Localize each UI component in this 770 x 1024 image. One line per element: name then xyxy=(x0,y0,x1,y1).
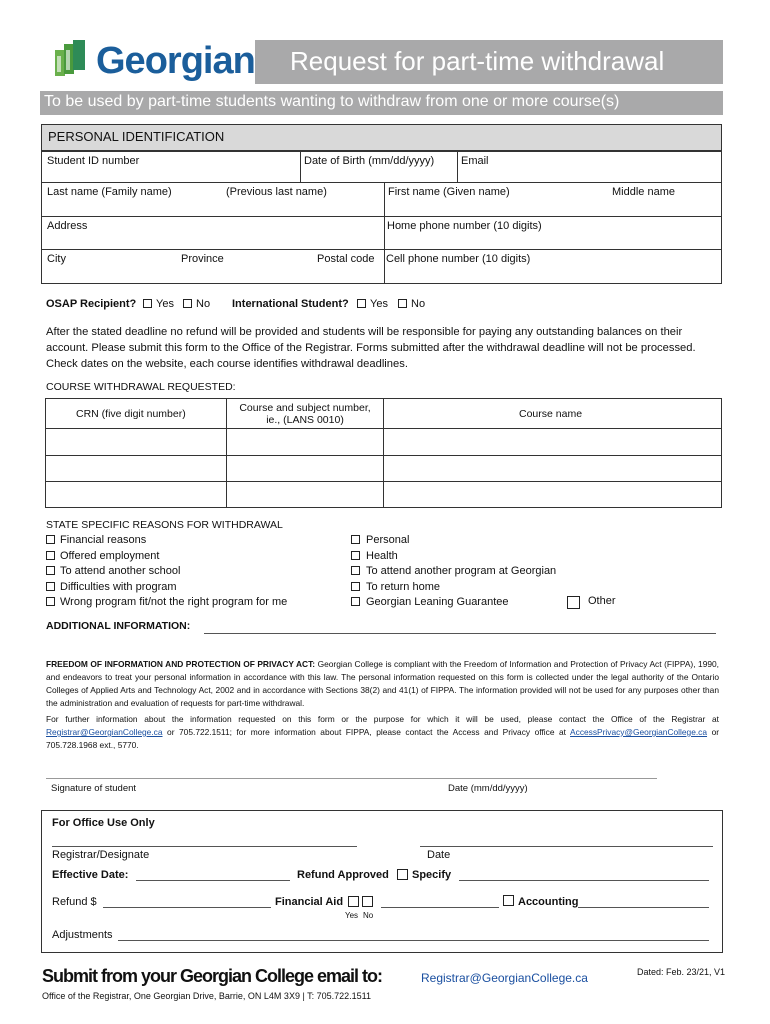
logo-text: Georgian xyxy=(96,40,255,82)
student-id-field[interactable]: Student ID number xyxy=(47,155,140,167)
reason-employment-label: Offered employment xyxy=(60,550,160,562)
city-field[interactable]: City xyxy=(47,253,66,265)
dob-field[interactable]: Date of Birth (mm/dd/yyyy) xyxy=(304,155,435,167)
osap-label: OSAP Recipient? xyxy=(46,298,137,310)
form-version: Dated: Feb. 23/21, V1 xyxy=(637,967,726,977)
cell-phone-field[interactable]: Cell phone number (10 digits) xyxy=(386,253,531,265)
course-heading: COURSE WITHDRAWAL REQUESTED: xyxy=(46,381,236,393)
specify-input[interactable] xyxy=(459,880,709,881)
first-name-field[interactable]: First name (Given name) xyxy=(388,186,510,198)
crn-input-2[interactable] xyxy=(46,456,225,480)
international-yes-label: Yes xyxy=(370,298,388,310)
registrar-email-link[interactable]: Registrar@GeorgianCollege.ca xyxy=(46,727,163,737)
refund-input[interactable] xyxy=(103,907,271,908)
reason-difficulties-checkbox[interactable] xyxy=(46,582,55,591)
personal-id-heading: PERSONAL IDENTIFICATION xyxy=(48,129,225,144)
reason-other-checkbox[interactable] xyxy=(567,596,580,609)
office-date-line[interactable] xyxy=(420,846,713,847)
reason-another-school-label: To attend another school xyxy=(60,565,181,577)
reason-personal-label: Personal xyxy=(366,534,410,546)
home-phone-field[interactable]: Home phone number (10 digits) xyxy=(387,220,542,232)
reason-other-label: Other xyxy=(588,595,616,607)
privacy-email-link[interactable]: AccessPrivacy@GeorgianCollege.ca xyxy=(570,727,708,737)
privacy-contact-text-3: or 705.728.1968 ext., 5770. xyxy=(46,727,720,750)
osap-yes-checkbox[interactable] xyxy=(143,299,152,308)
middle-name-field[interactable]: Middle name xyxy=(612,186,675,198)
international-yes-checkbox[interactable] xyxy=(357,299,366,308)
deadline-notice: After the stated deadline no refund will be provided and students will be responsible for paying any outstanding balances on their account. Please submit this form to the Office of the Registrar. Forms submitted after the withdrawal deadline will not be processed. Check dates on the website, each course identifies withdrawal deadlines. xyxy=(46,326,696,370)
effective-date-label: Effective Date: xyxy=(52,869,129,881)
reason-wrong-program-checkbox[interactable] xyxy=(46,597,55,606)
international-no-label: No xyxy=(411,298,426,310)
privacy-body: Georgian College is compliant with the Freedom of Information and Protection of Privacy Act (FIPPA), 1990, and endeavors to treat your personal information in accordance with this law. The personal information requested on this form is collected under the legal authority of the Ontario Colleges of Applied Arts and Technology Act, 2002 and in accordance with Sections 38(2) and 41(1) of FIPPA. The information provided will not be used for any purposes other than the administration and evaluation of requests for part-time withdrawal. xyxy=(46,659,720,708)
financial-aid-input[interactable] xyxy=(381,907,499,908)
accounting-checkbox[interactable] xyxy=(503,895,514,906)
footer-email-link[interactable]: Registrar@GeorgianCollege.ca xyxy=(421,971,588,985)
additional-info-label: ADDITIONAL INFORMATION: xyxy=(46,620,191,632)
signature-date-label: Date (mm/dd/yyyy) xyxy=(448,783,528,794)
last-name-field[interactable]: Last name (Family name) xyxy=(47,186,172,198)
reason-employment-checkbox[interactable] xyxy=(46,551,55,560)
reason-return-home-checkbox[interactable] xyxy=(351,582,360,591)
crn-input-1[interactable] xyxy=(46,429,225,454)
privacy-contact xyxy=(46,713,719,752)
address-field[interactable]: Address xyxy=(47,220,88,232)
reason-learning-guarantee-label: Georgian Leaning Guarantee xyxy=(366,596,509,608)
registrar-address: Office of the Registrar, One Georgian Drive, Barrie, ON L4M 3X9 | T: 705.722.1511 xyxy=(42,991,372,1001)
specify-label: Specify xyxy=(412,869,452,881)
privacy-contact-text-1: For further information about the information requested on this form or the purpose for which it will be used, please contact the Office of the Registrar at xyxy=(46,714,719,724)
georgian-logo-icon xyxy=(52,40,94,80)
privacy-contact-text-2: or 705.722.1511; for more information about FIPPA, please contact the Access and Privacy office at xyxy=(167,727,566,737)
reason-return-home-label: To return home xyxy=(366,581,440,593)
office-use-heading: For Office Use Only xyxy=(52,817,155,829)
financial-aid-yes-label: Yes xyxy=(345,911,359,920)
col-course-name: Course name xyxy=(519,408,583,420)
osap-yes-label: Yes xyxy=(156,298,174,310)
adjustments-input[interactable] xyxy=(118,940,709,941)
registrar-line[interactable] xyxy=(52,846,357,847)
reason-another-program-label: To attend another program at Georgian xyxy=(366,565,557,577)
col-subject-line1: Course and subject number, xyxy=(239,402,371,414)
refund-approved-checkbox[interactable] xyxy=(397,869,408,880)
reason-financial-label: Financial reasons xyxy=(60,534,147,546)
crn-input-3[interactable] xyxy=(46,482,225,507)
osap-no-label: No xyxy=(196,298,211,310)
page-subtitle: To be used by part-time students wanting to withdraw from one or more course(s) xyxy=(44,93,620,110)
international-label: International Student? xyxy=(232,298,349,310)
col-crn: CRN (five digit number) xyxy=(76,408,186,420)
effective-date-input[interactable] xyxy=(136,880,290,881)
financial-aid-yes-checkbox[interactable] xyxy=(348,896,359,907)
reason-financial-checkbox[interactable] xyxy=(46,535,55,544)
email-field[interactable]: Email xyxy=(461,155,489,167)
office-date-label: Date xyxy=(427,849,451,861)
registrar-label: Registrar/Designate xyxy=(52,849,150,861)
page-title: Request for part-time withdrawal xyxy=(290,46,665,76)
privacy-heading: FREEDOM OF INFORMATION AND PROTECTION OF PRIVACY ACT: xyxy=(46,659,316,669)
additional-info-input[interactable] xyxy=(204,633,716,634)
refund-label: Refund $ xyxy=(52,896,97,908)
signature-line[interactable] xyxy=(46,778,657,779)
international-no-checkbox[interactable] xyxy=(398,299,407,308)
financial-aid-no-label: No xyxy=(363,911,374,920)
accounting-input[interactable] xyxy=(578,907,709,908)
postal-code-field[interactable]: Postal code xyxy=(317,253,375,265)
financial-aid-label: Financial Aid xyxy=(275,896,344,908)
reason-personal-checkbox[interactable] xyxy=(351,535,360,544)
reason-wrong-program-label: Wrong program fit/not the right program for me xyxy=(60,596,288,608)
submit-instruction: Submit from your Georgian College email to: xyxy=(42,966,383,986)
reason-another-school-checkbox[interactable] xyxy=(46,566,55,575)
col-subject-line2: ie., (LANS 0010) xyxy=(266,414,344,426)
financial-aid-no-checkbox[interactable] xyxy=(362,896,373,907)
reason-health-label: Health xyxy=(366,550,398,562)
reasons-heading: STATE SPECIFIC REASONS FOR WITHDRAWAL xyxy=(46,519,283,531)
refund-approved-label: Refund Approved xyxy=(297,869,389,881)
province-field[interactable]: Province xyxy=(181,253,224,265)
osap-no-checkbox[interactable] xyxy=(183,299,192,308)
previous-last-name-field[interactable]: (Previous last name) xyxy=(226,186,327,198)
privacy-statement xyxy=(46,658,719,710)
adjustments-label: Adjustments xyxy=(52,929,113,941)
reason-learning-guarantee-checkbox[interactable] xyxy=(351,597,360,606)
reason-another-program-checkbox[interactable] xyxy=(351,566,360,575)
personal-id-grid xyxy=(41,151,722,284)
office-use-box xyxy=(41,810,723,953)
reason-health-checkbox[interactable] xyxy=(351,551,360,560)
accounting-label: Accounting xyxy=(518,896,579,908)
reason-difficulties-label: Difficulties with program xyxy=(60,581,177,593)
signature-label: Signature of student xyxy=(51,783,137,794)
